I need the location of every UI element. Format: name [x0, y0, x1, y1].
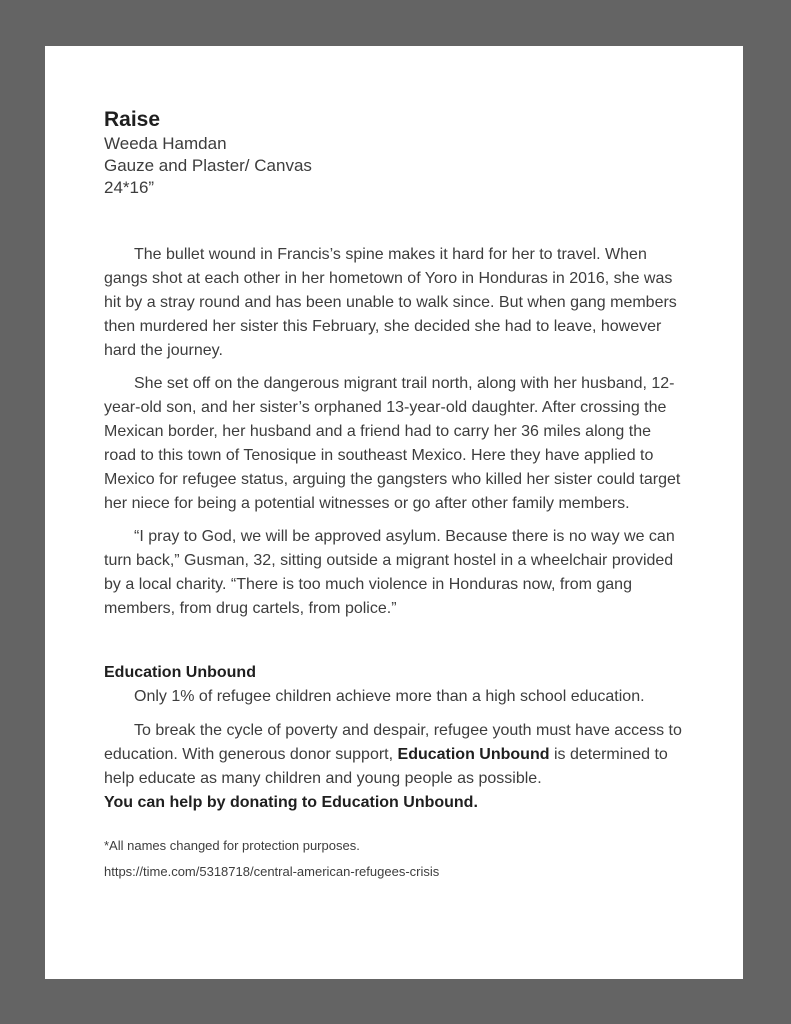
education-paragraph [104, 719, 687, 815]
education-org-name: Education Unbound [397, 746, 550, 763]
document-page [45, 46, 743, 979]
education-paragraph-text-1: To break the cycle of poverty and despair, refugee youth must have access to education. With generous donor support, [104, 722, 682, 763]
names-changed-note: *All names changed for protection purposes. [104, 838, 360, 853]
story-paragraph-1: The bullet wound in Francis’s spine makes it hard for her to travel. When gangs shot at each other in her hometown of Yoro in Honduras in 2016, she was hit by a stray round and has been unable to walk since. But when gang members then murdered her sister this February, she decided she had to leave, however hard the journey. [104, 246, 677, 359]
story-paragraph-2: She set off on the dangerous migrant trail north, along with her husband, 12-year-old son, and her sister’s orphaned 13-year-old daughter. After crossing the Mexican border, her husband and a friend had to carry her 36 miles along the road to this town of Tenosique in southeast Mexico. Here they have applied to Mexico for refugee status, arguing the gangsters who killed her sister could target her niece for being a potential witnesses or go after other family members. [104, 375, 681, 512]
story-section [104, 243, 687, 621]
donation-call-to-action: You can help by donating to Education Unbound. [104, 794, 478, 811]
artwork-header [104, 106, 687, 199]
education-paragraph-text-2: is determined to help educate as many children and young people as possible. [104, 746, 668, 787]
education-heading: Education Unbound [104, 664, 256, 681]
artwork-title: Raise [104, 108, 161, 131]
artwork-dimensions: 24*16” [104, 178, 155, 197]
document-footer [104, 837, 687, 880]
education-section [104, 661, 687, 815]
artist-name: Weeda Hamdan [104, 134, 227, 153]
story-paragraph-3: “I pray to God, we will be approved asylum. Because there is no way we can turn back,” Gusman, 32, sitting outside a migrant hostel in a wheelchair provided by a local charity. “There is too much violence in Honduras now, from gang members, from drug cartels, from police.” [104, 528, 675, 617]
artwork-medium: Gauze and Plaster/ Canvas [104, 156, 312, 175]
education-stat-line: Only 1% of refugee children achieve more than a high school education. [134, 688, 645, 705]
source-url: https://time.com/5318718/central-american-refugees-crisis [104, 864, 440, 879]
